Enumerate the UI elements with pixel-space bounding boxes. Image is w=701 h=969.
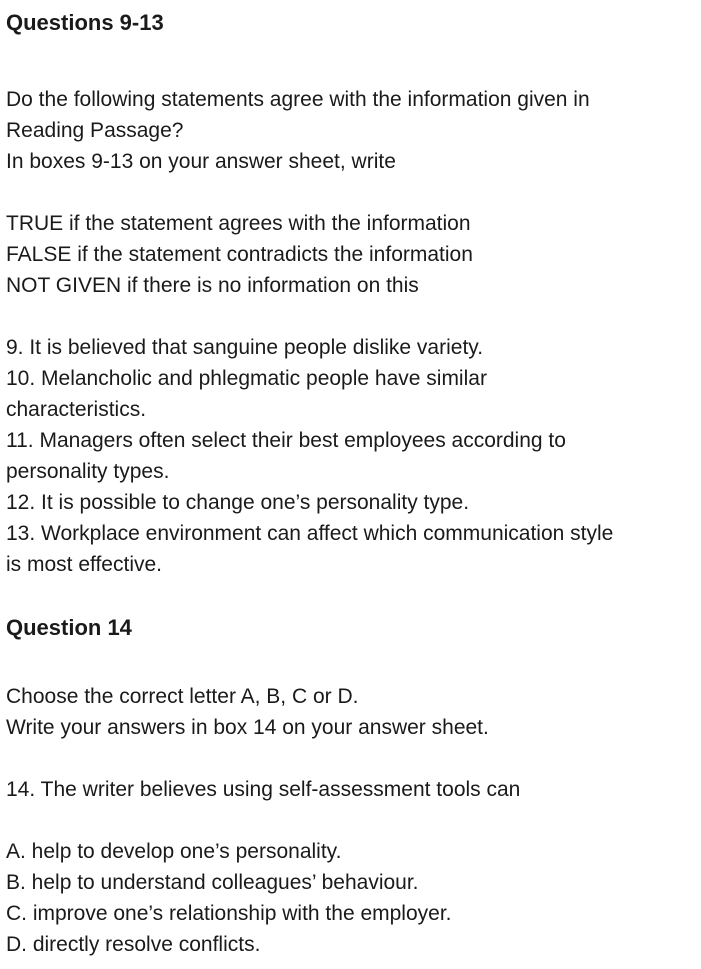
instruction-line: Choose the correct letter A, B, C or D. bbox=[6, 685, 359, 708]
choice-d: D. directly resolve conflicts. bbox=[6, 933, 261, 956]
section-heading-questions-9-13: Questions 9-13 bbox=[6, 10, 164, 35]
section-heading-question-14: Question 14 bbox=[6, 615, 132, 640]
question-statement: 11. Managers often select their best employees according to bbox=[6, 429, 566, 452]
instruction-line: Write your answers in box 14 on your answer sheet. bbox=[6, 716, 489, 739]
question-statement: characteristics. bbox=[6, 398, 147, 421]
instruction-line: Reading Passage? bbox=[6, 119, 184, 142]
question-statement: 12. It is possible to change one’s personality type. bbox=[6, 491, 470, 514]
question-statement: is most effective. bbox=[6, 553, 163, 576]
choice-a: A. help to develop one’s personality. bbox=[6, 840, 342, 863]
question-statement: 13. Workplace environment can affect which communication style bbox=[6, 522, 614, 545]
instruction-line: In boxes 9-13 on your answer sheet, write bbox=[6, 150, 396, 173]
answer-option-not-given: NOT GIVEN if there is no information on this bbox=[6, 274, 419, 297]
question-statement: 10. Melancholic and phlegmatic people have similar bbox=[6, 367, 487, 390]
question-statement: 9. It is believed that sanguine people dislike variety. bbox=[6, 336, 484, 359]
instruction-line: Do the following statements agree with the information given in bbox=[6, 88, 590, 111]
choice-c: C. improve one’s relationship with the employer. bbox=[6, 902, 452, 925]
question-stem: 14. The writer believes using self-assessment tools can bbox=[6, 778, 521, 801]
answer-option-false: FALSE if the statement contradicts the information bbox=[6, 243, 473, 266]
answer-option-true: TRUE if the statement agrees with the information bbox=[6, 212, 471, 235]
choice-b: B. help to understand colleagues’ behaviour. bbox=[6, 871, 419, 894]
document-page bbox=[6, 0, 696, 960]
question-statement: personality types. bbox=[6, 460, 170, 483]
